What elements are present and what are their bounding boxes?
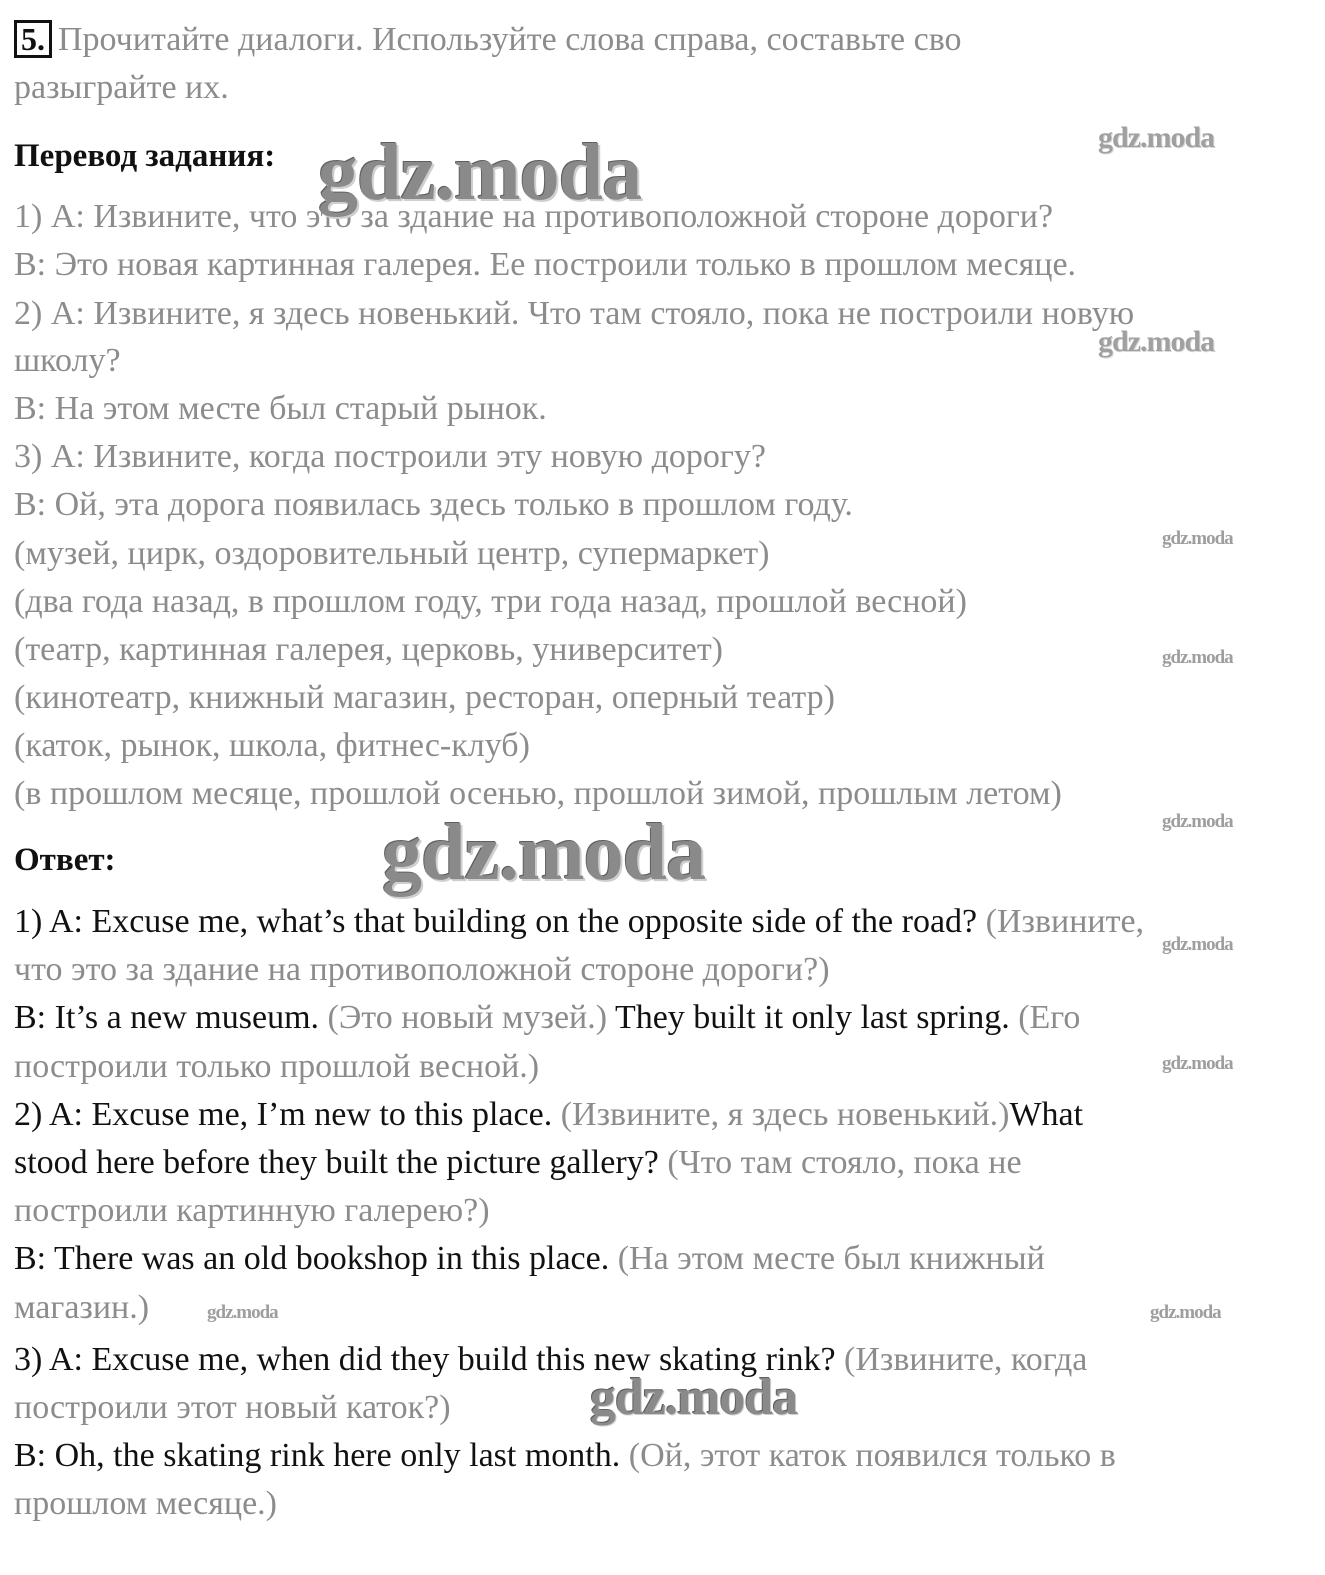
watermark: gdz.moda [1098,121,1215,154]
answer-heading: Ответ: [14,842,116,878]
watermark: gdz.moda [1162,528,1233,549]
answer-line [14,998,1080,1038]
answer-russian: (На этом месте был книжный [617,1240,1045,1277]
translation-line: (два года назад, в прошлом году, три года назад, прошлой весной) [14,583,967,620]
answer-english: 1) A: Excuse me, what’s that building on the opposite side of the road? [14,903,986,940]
translation-line: В: Это новая картинная галерея. Ее построили только в прошлом месяце. [14,246,1077,283]
watermark: gdz.moda [590,1369,798,1426]
answer-line [14,1340,1087,1380]
translation-line: (каток, рынок, школа, фитнес-клуб) [14,727,530,764]
task-line-2: разыграйте их. [14,69,229,106]
watermark: gdz.moda [1162,811,1233,832]
watermark: gdz.moda [318,129,642,217]
answer-english: stood here before they built the picture gallery? [14,1144,668,1181]
translation-line: В: На этом месте был старый рынок. [14,390,547,427]
answer-english: B: It’s a new museum. [14,999,328,1036]
translation-line: 1) А: Извините, что это за здание на противоположной стороне дороги? [14,198,1054,235]
answer-russian: (Извините, я здесь новенький.) [560,1096,1010,1133]
answer-line [14,1095,1083,1135]
watermark: gdz.moda [207,1302,278,1323]
watermark: gdz.moda [1162,647,1233,668]
answer-english: 2) A: Excuse me, I’m new to this place. [14,1096,561,1133]
answer-line [14,1143,1022,1183]
answer-russian: (Это новый музей.) [327,999,608,1036]
watermark: gdz.moda [1162,1053,1233,1074]
answer-russian: (Ой, этот каток появился только в [628,1437,1116,1474]
translation-heading: Перевод задания: [14,138,276,174]
watermark: gdz.moda [1150,1302,1221,1323]
answer-line [14,1239,1045,1279]
answer-line: прошлом месяце.) [14,1485,278,1522]
answer-line [14,902,1144,942]
translation-line: В: Ой, эта дорога появилась здесь только в прошлом году. [14,486,853,523]
answer-line: что это за здание на противоположной стороне дороги?) [14,951,830,988]
translation-line: школу? [14,342,121,379]
answer-english: B: Oh, the skating rink here only last month. [14,1437,629,1474]
watermark: gdz.moda [1098,325,1215,358]
answer-russian: (Извините, когда [844,1341,1088,1378]
answer-line: построили этот новый каток?) [14,1389,451,1426]
answer-line [14,1436,1116,1476]
answer-line: построили только прошлой весной.) [14,1048,540,1085]
answer-russian: (Извините, [985,903,1145,940]
translation-line: (театр, картинная галерея, церковь, университет) [14,631,724,668]
translation-line: (музей, цирк, оздоровительный центр, супермаркет) [14,535,770,572]
answer-line: построили картинную галерею?) [14,1192,490,1229]
task-text: Прочитайте диалоги. Используйте слова справа, составьте сво [58,21,962,58]
task-number: 5. [14,20,52,58]
watermark: gdz.moda [1162,934,1233,955]
answer-english: What [1009,1096,1084,1133]
translation-line: (в прошлом месяце, прошлой осенью, прошлой зимой, прошлым летом) [14,775,1062,812]
answer-english: 3) A: Excuse me, when did they build this new skating rink? [14,1341,845,1378]
translation-line: (кинотеатр, книжный магазин, ресторан, оперный театр) [14,679,835,716]
translation-line: 2) А: Извините, я здесь новенький. Что там стояло, пока не построили новую [14,295,1135,332]
answer-english: B: There was an old bookshop in this place. [14,1240,618,1277]
answer-russian: (Что там стояло, пока не [667,1144,1022,1181]
answer-line: магазин.) [14,1289,150,1326]
answer-russian: (Его [1018,999,1081,1036]
watermark: gdz.moda [382,809,706,897]
task-line-1 [14,20,962,60]
translation-line: 3) А: Извините, когда построили эту новую дорогу? [14,438,766,475]
answer-english: They built it only last spring. [607,999,1019,1036]
